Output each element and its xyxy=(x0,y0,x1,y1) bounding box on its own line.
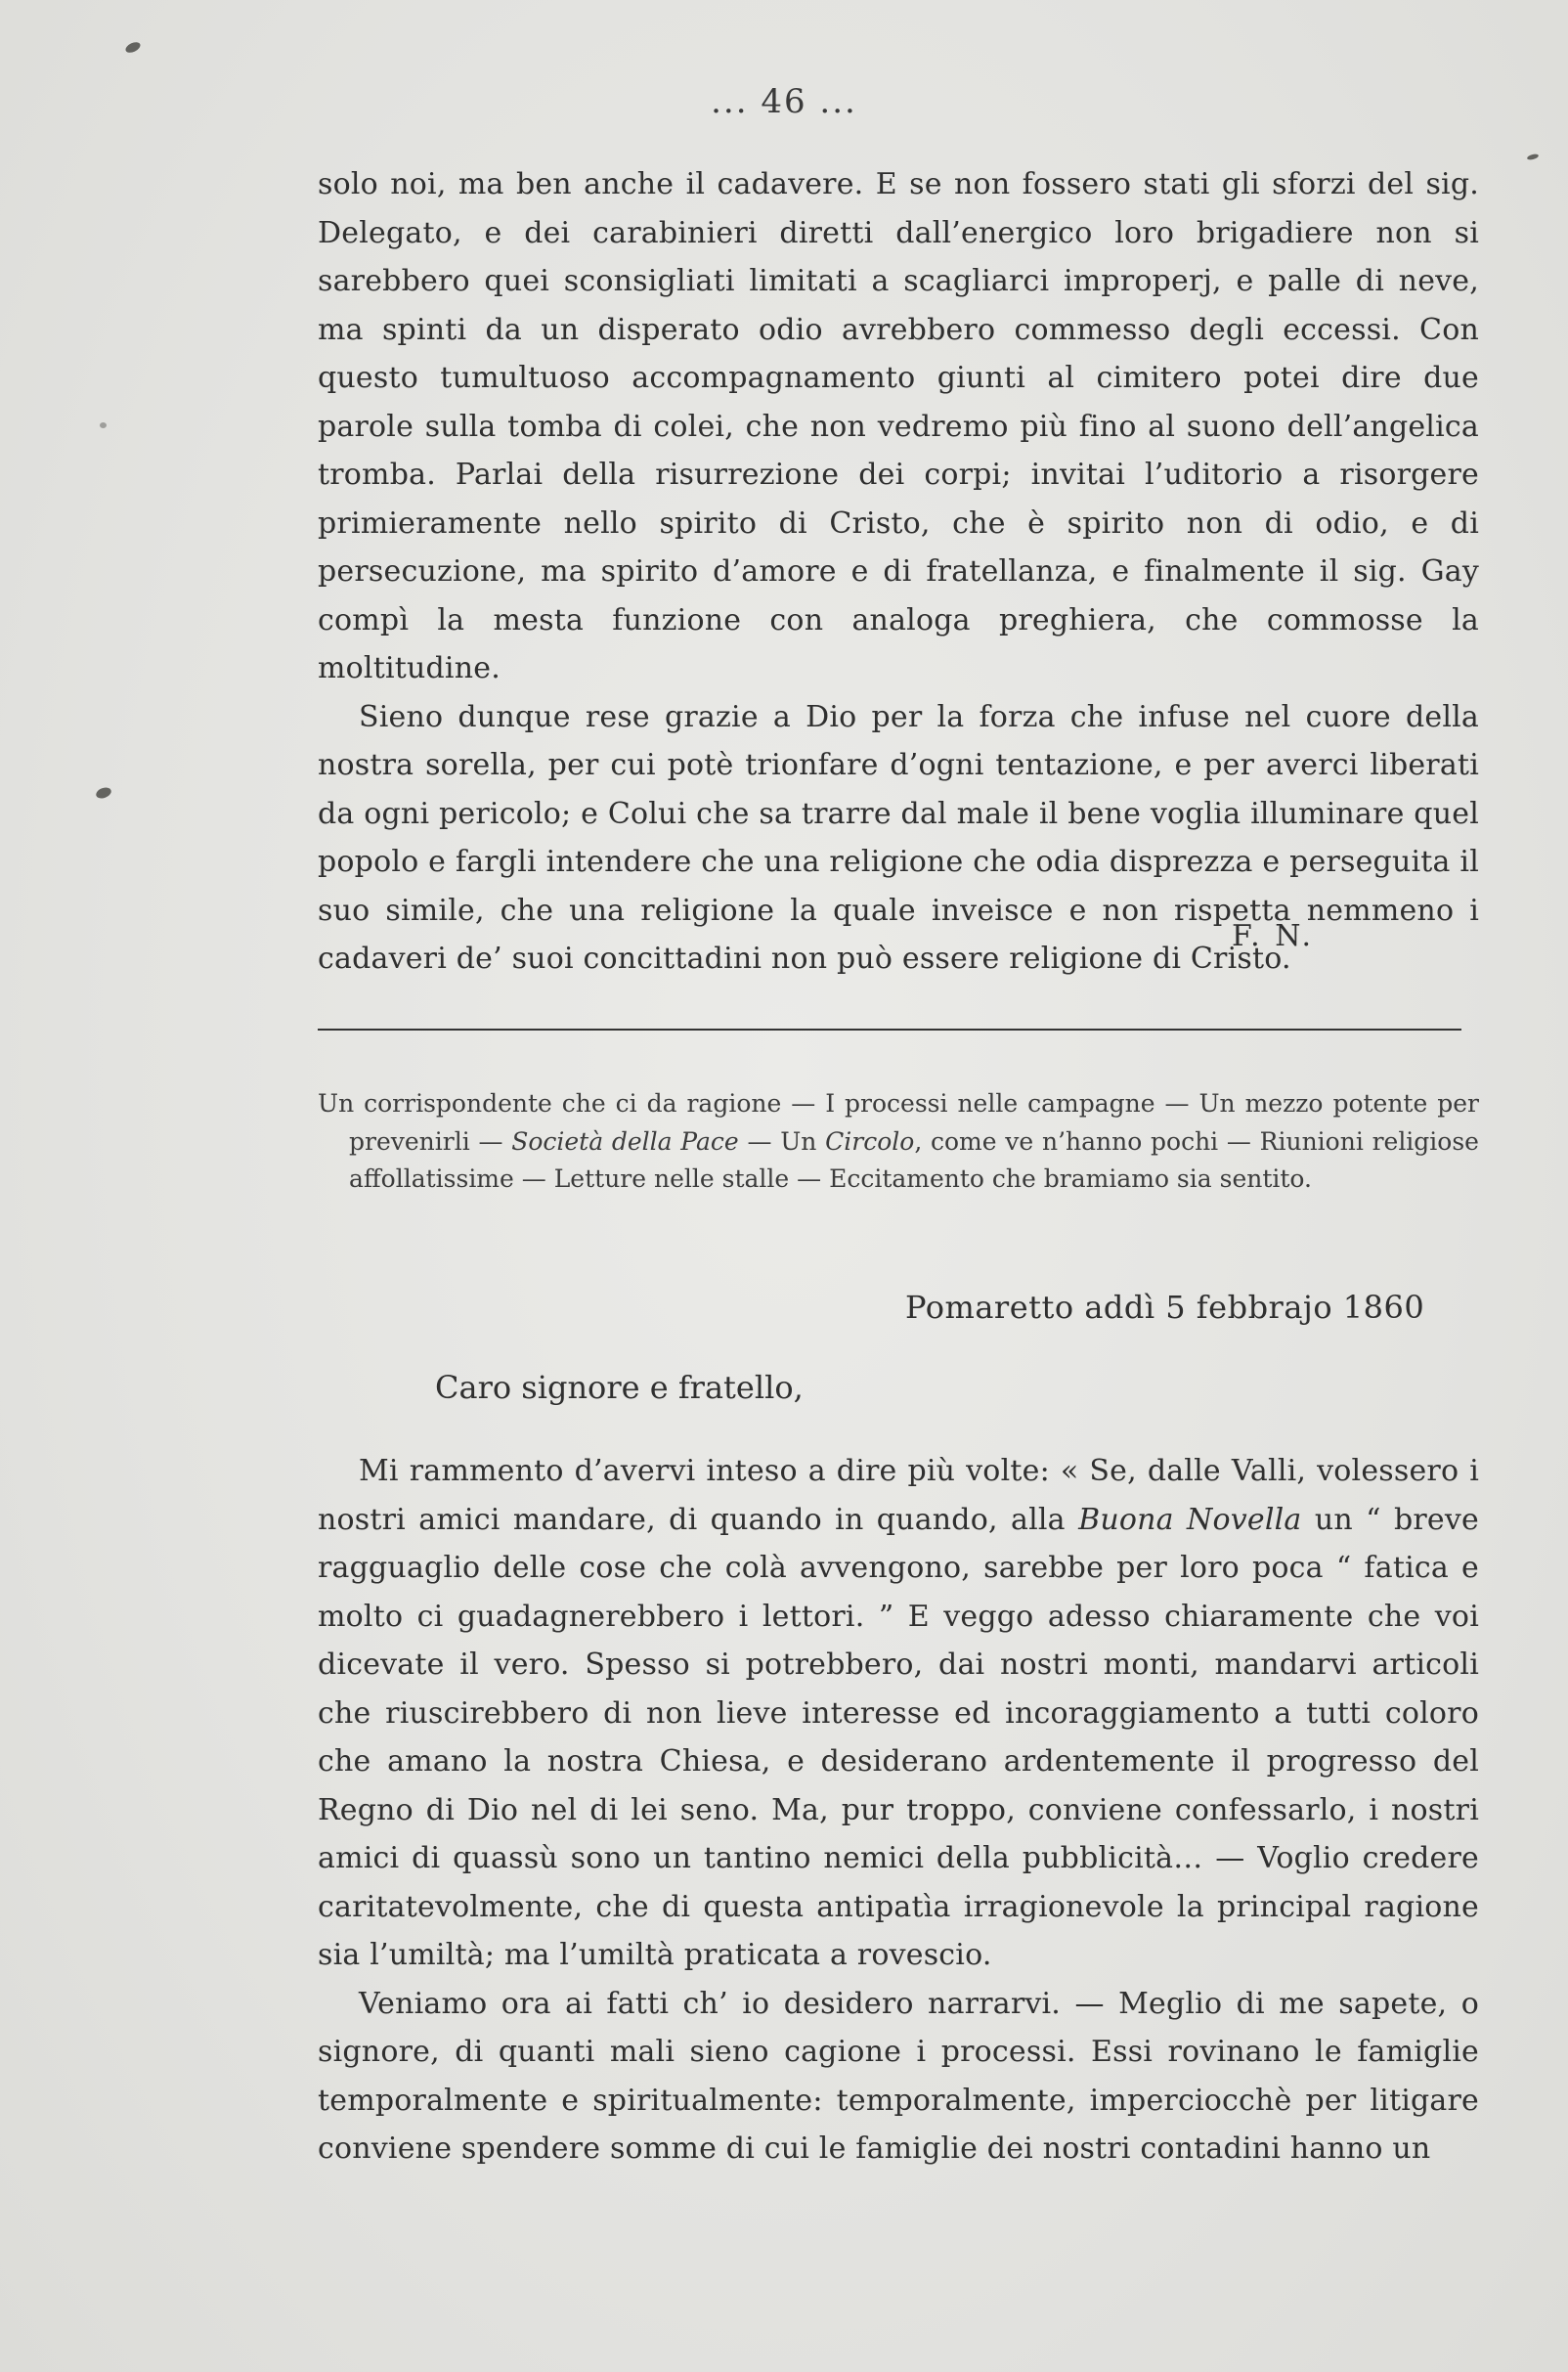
page-number: ... 46 ... xyxy=(711,82,857,121)
letter-dateline: Pomaretto addì 5 febbrajo 1860 xyxy=(905,1289,1425,1326)
paragraph-part: Mi rammento d’avervi inteso a dire più volte: « Se, dalle Valli, volessero i nostri amici mandare, di quando in quando, alla xyxy=(318,1454,1479,1537)
summary-part: , come ve n’hanno pochi — Riunioni religiose affollatissime — Letture nelle stalle — Eccitamento che bramiamo sia sentito. xyxy=(349,1126,1479,1193)
article-continuation xyxy=(318,160,1479,984)
summary-part: — Un xyxy=(738,1126,826,1156)
ink-speck xyxy=(1527,154,1540,161)
ink-speck xyxy=(100,422,107,428)
summary-italic-circle: Circolo xyxy=(825,1126,915,1156)
paragraph xyxy=(318,1447,1479,1980)
summary-text xyxy=(318,1085,1479,1199)
letter-greeting: Caro signore e fratello, xyxy=(435,1369,804,1406)
paragraph: solo noi, ma ben anche il cadavere. E se non fossero stati gli sforzi del sig. Delegato, e dei carabinieri diretti dall’energico loro brigadiere non si sarebbero quei sconsigliati limitati a scagliarci improperj, e palle di neve, ma spinti da un disperato odio avrebbero commesso degli eccessi. Con questo tumultuoso accompagnamento giunti al cimitero potei dire due parole sulla tomba di colei, che non vedremo più fino al suono dell’angelica tromba. Parlai della risurrezione dei corpi; invitai l’uditorio a risorgere primieramente nello spirito di Cristo, che è spirito non di odio, e di persecuzione, ma spirito d’amore e di fratellanza, e finalmente il sig. Gay compì la mesta funzione con analoga preghiera, che commosse la moltitudine. xyxy=(318,167,1479,685)
paragraph-part: un “ breve ragguaglio delle cose che colà avvengono, sarebbe per loro poca “ fatica e molto ci guadagnerebbero i lettori. ” E veggo adesso chiaramente che voi dicevate il vero. Spesso si potrebbero, dai nostri monti, mandarvi articoli che riuscirebbero di non lieve interesse ed incoraggiamento a tutti coloro che amano la nostra Chiesa, e desiderano ardentemente il progresso del Regno di Dio nel di lei seno. Ma, pur troppo, conviene confessarlo, i nostri amici di quassù sono un tantino nemici della pubblicità… — Voglio credere caritatevolmente, che di questa antipatìa irragionevole la principal ragione sia l’umiltà; ma l’umiltà praticata a rovescio. xyxy=(318,1502,1479,1972)
ink-speck xyxy=(95,786,112,801)
summary-part: Un corrispondente che ci da ragione — I processi nelle campagne — Un mezzo potente per prevenirli — xyxy=(318,1089,1479,1156)
signature: F. N. xyxy=(1232,919,1315,953)
letter-body xyxy=(318,1447,1479,2174)
article-summary xyxy=(318,1085,1479,1199)
summary-italic-society: Società della Pace xyxy=(511,1126,739,1156)
section-divider xyxy=(318,1029,1461,1031)
ink-speck xyxy=(124,40,142,55)
journal-title: Buona Novella xyxy=(1078,1502,1302,1537)
paragraph: Sieno dunque rese grazie a Dio per la forza che infuse nel cuore della nostra sorella, per cui potè trionfare d’ogni tentazione, e per averci liberati da ogni pericolo; e Colui che sa trarre dal male il bene voglia illuminare quel popolo e fargli intendere che una religione che odia disprezza e perseguita il suo simile, che una religione la quale inveisce e non rispetta nemmeno i cadaveri de’ suoi concittadini non può essere religione di Cristo. xyxy=(318,699,1479,976)
paragraph: Veniamo ora ai fatti ch’ io desidero narrarvi. — Meglio di me sapete, o signore, di quanti mali sieno cagione i processi. Essi rovinano le famiglie temporalmente e spiritualmente: temporalmente, imperciocchè per litigare conviene spendere somme di cui le famiglie dei nostri contadini hanno un xyxy=(318,1986,1479,2166)
